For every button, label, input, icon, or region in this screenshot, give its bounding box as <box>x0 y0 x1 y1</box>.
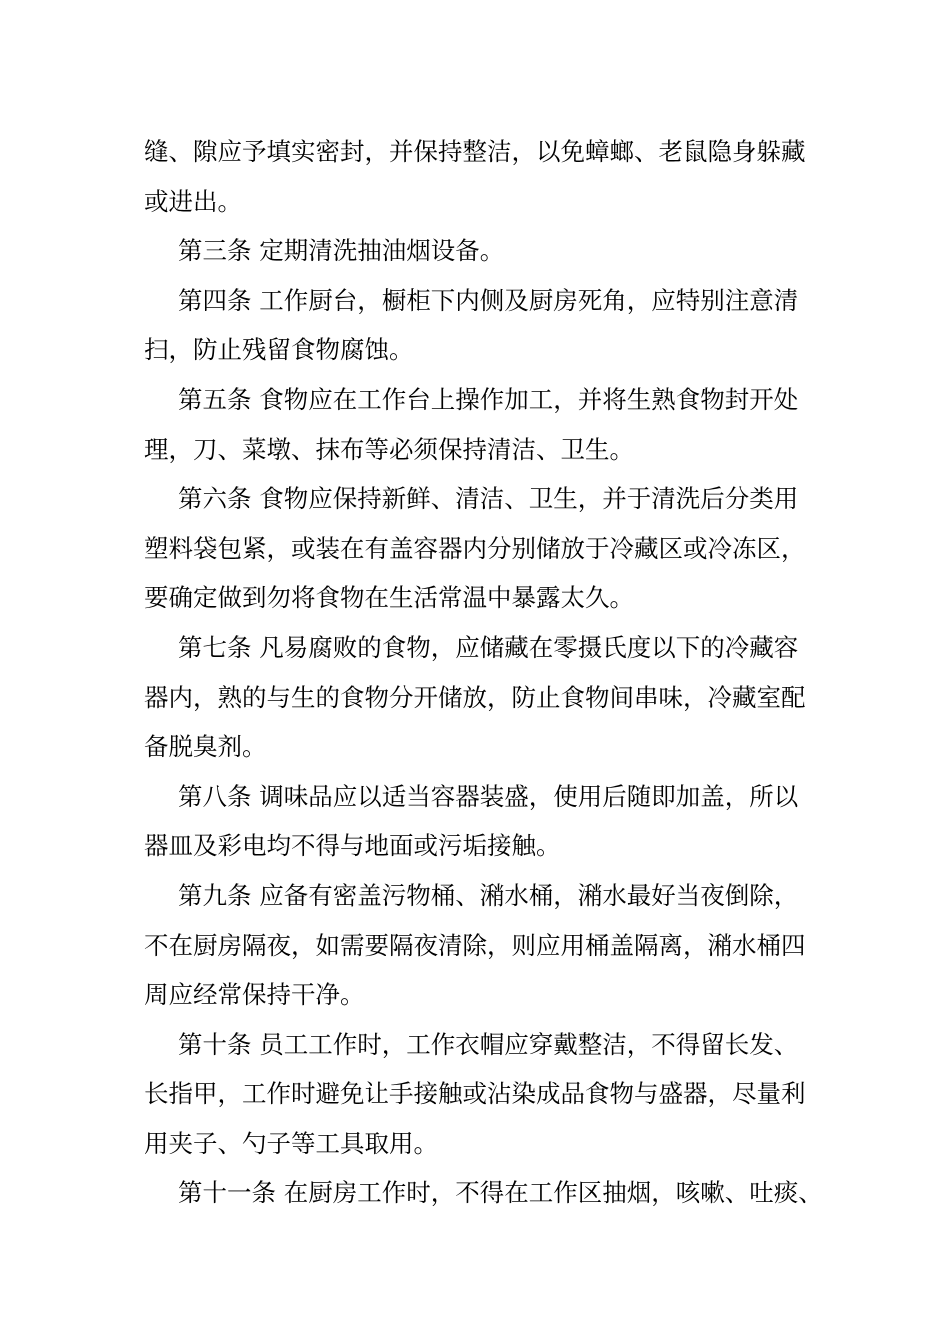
text-line: 理，刀、菜墩、抹布等必须保持清洁、卫生。 <box>144 434 634 464</box>
text-line: 要确定做到勿将食物在生活常温中暴露太久。 <box>144 583 634 613</box>
article-5: 第五条 食物应在工作台上操作加工，并将生熟食物封开处 <box>178 384 799 414</box>
article-10: 第十条 员工工作时，工作衣帽应穿戴整洁，不得留长发、 <box>178 1029 799 1059</box>
text-line: 长指甲，工作时避免让手接触或沾染成品食物与盛器，尽量利 <box>144 1079 806 1109</box>
text-line: 周应经常保持干净。 <box>144 980 365 1010</box>
text-line: 用夹子、勺子等工具取用。 <box>144 1128 438 1158</box>
article-4: 第四条 工作厨台，橱柜下内侧及厨房死角，应特别注意清 <box>178 285 799 315</box>
article-9: 第九条 应备有密盖污物桶、潲水桶，潲水最好当夜倒除， <box>178 880 799 910</box>
text-line: 器内，熟的与生的食物分开储放，防止食物间串味，冷藏室配 <box>144 682 806 712</box>
text-line: 器皿及彩电均不得与地面或污垢接触。 <box>144 831 561 861</box>
text-line: 扫，防止残留食物腐蚀。 <box>144 335 414 365</box>
text-line: 塑料袋包紧，或装在有盖容器内分别储放于冷藏区或冷冻区， <box>144 533 806 563</box>
article-6: 第六条 食物应保持新鲜、清洁、卫生，并于清洗后分类用 <box>178 484 799 514</box>
text-line: 不在厨房隔夜，如需要隔夜清除，则应用桶盖隔离，潲水桶四 <box>144 930 806 960</box>
article-7: 第七条 凡易腐败的食物，应储藏在零摄氏度以下的冷藏容 <box>178 632 799 662</box>
text-line: 备脱臭剂。 <box>144 732 267 762</box>
document-body <box>144 127 824 1218</box>
text-line: 缝、隙应予填实密封，并保持整洁，以免蟑螂、老鼠隐身躲藏 <box>144 137 806 166</box>
article-8: 第八条 调味品应以适当容器装盛，使用后随即加盖，所以 <box>178 781 799 811</box>
text-line: 或进出。 <box>144 186 242 216</box>
article-11: 第十一条 在厨房工作时，不得在工作区抽烟，咳嗽、吐痰、 <box>178 1178 823 1208</box>
article-3: 第三条 定期清洗抽油烟设备。 <box>178 236 505 266</box>
